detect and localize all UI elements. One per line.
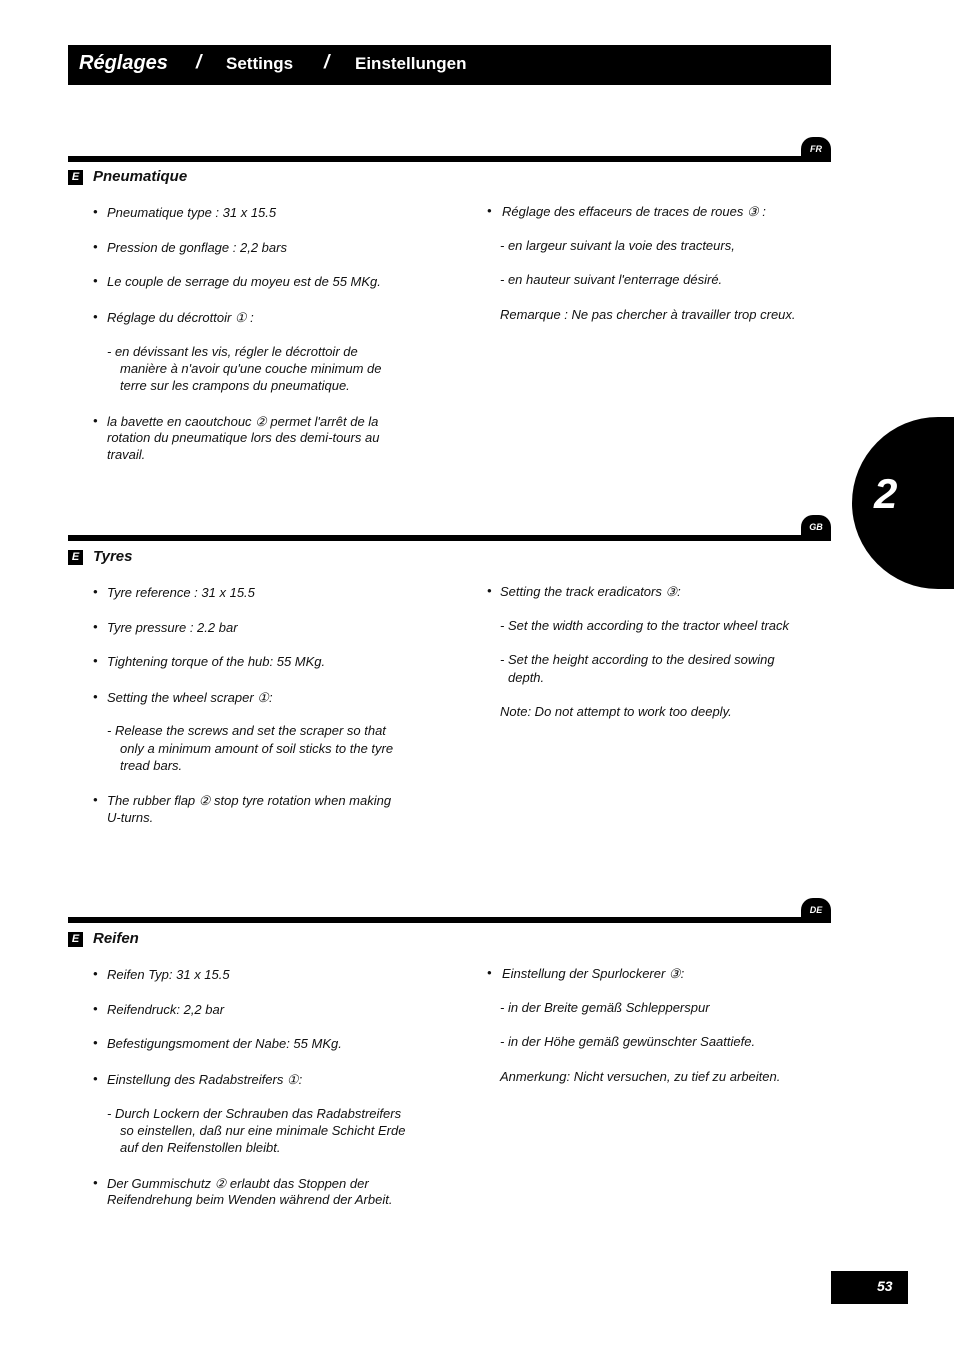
- list-item: Einstellung des Radabstreifers ①:: [107, 1072, 303, 1087]
- remark: Note: Do not attempt to work too deeply.: [500, 704, 732, 719]
- list-item-line: U-turns.: [107, 810, 154, 825]
- list-item: The rubber flap ② stop tyre rotation when making: [107, 793, 392, 808]
- bullet: •: [93, 1071, 98, 1086]
- list-item: Setting the track eradicators ③:: [500, 584, 681, 599]
- section-title-gb: Tyres: [93, 548, 133, 565]
- chapter-number: 2: [874, 470, 898, 517]
- list-item-line: travail.: [107, 447, 146, 462]
- sub-item: - Release the screws and set the scraper so that: [107, 723, 386, 738]
- list-item: Réglage des effaceurs de traces de roues ③ :: [502, 204, 766, 219]
- lang-badge-fr: FR: [801, 137, 831, 161]
- header-separator: /: [196, 52, 202, 73]
- header-title-einstellungen: Einstellungen: [355, 54, 467, 73]
- list-item: Le couple de serrage du moyeu est de 55 MKg.: [107, 274, 381, 289]
- header-title-reglages: Réglages: [79, 52, 168, 74]
- sub-item-line: terre sur les crampons du pneumatique.: [120, 378, 350, 393]
- bullet: •: [93, 653, 98, 668]
- bullet: •: [93, 792, 98, 807]
- list-item: Réglage du décrottoir ① :: [107, 310, 254, 325]
- remark: Anmerkung: Nicht versuchen, zu tief zu arbeiten.: [500, 1069, 781, 1084]
- section-rule: [68, 535, 831, 541]
- bullet: •: [93, 1175, 98, 1190]
- bullet: •: [93, 584, 98, 599]
- sub-item-line: manière à n'avoir qu'une couche minimum de: [120, 361, 382, 376]
- bullet: •: [93, 689, 98, 704]
- sub-item-line: depth.: [508, 670, 545, 685]
- section-marker: E: [68, 170, 83, 185]
- bullet: •: [93, 204, 98, 219]
- bullet: •: [93, 239, 98, 254]
- section-rule: [68, 156, 831, 162]
- sub-item: - en largeur suivant la voie des tracteurs,: [500, 238, 735, 253]
- section-marker: E: [68, 932, 83, 947]
- list-item: Reifendruck: 2,2 bar: [107, 1002, 225, 1017]
- sub-item: - en dévissant les vis, régler le décrottoir de: [107, 344, 358, 359]
- bullet: •: [93, 273, 98, 288]
- bullet: •: [93, 619, 98, 634]
- sub-item: - in der Höhe gemäß gewünschter Saattiefe.: [500, 1034, 756, 1049]
- header-title-settings: Settings: [226, 54, 294, 73]
- list-item-line: rotation du pneumatique lors des demi-tours au: [107, 430, 380, 445]
- list-item: Reifen Typ: 31 x 15.5: [107, 967, 230, 982]
- bullet: •: [487, 583, 492, 598]
- list-item-line: Reifendrehung beim Wenden während der Arbeit.: [107, 1192, 393, 1207]
- page-number-box: [831, 1271, 908, 1304]
- sub-item: - Set the height according to the desired sowing: [500, 652, 775, 667]
- list-item: Tyre pressure : 2.2 bar: [107, 620, 238, 635]
- list-item: Pression de gonflage : 2,2 bars: [107, 240, 287, 255]
- list-item: Einstellung der Spurlockerer ③:: [502, 966, 685, 981]
- bullet: •: [93, 309, 98, 324]
- sub-item-line: auf den Reifenstollen bleibt.: [120, 1140, 281, 1155]
- list-item: la bavette en caoutchouc ② permet l'arrêt de la: [107, 414, 379, 429]
- bullet: •: [93, 1001, 98, 1016]
- page-number: 53: [877, 1278, 893, 1294]
- sub-item: - Set the width according to the tractor wheel track: [500, 618, 790, 633]
- bullet: •: [93, 966, 98, 981]
- bullet: •: [487, 203, 492, 218]
- chapter-tab: [852, 417, 954, 589]
- section-title-de: Reifen: [93, 930, 139, 947]
- bullet: •: [93, 413, 98, 428]
- section-marker: E: [68, 550, 83, 565]
- header-separator: /: [324, 52, 330, 73]
- lang-badge-de: DE: [801, 898, 831, 922]
- lang-badge-gb: GB: [801, 515, 831, 539]
- list-item: Tyre reference : 31 x 15.5: [107, 585, 255, 600]
- sub-item-line: only a minimum amount of soil sticks to the tyre: [120, 741, 394, 756]
- list-item: Tightening torque of the hub: 55 MKg.: [107, 654, 326, 669]
- list-item: Setting the wheel scraper ①:: [107, 690, 273, 705]
- list-item: Pneumatique type : 31 x 15.5: [107, 205, 277, 220]
- bullet: •: [487, 965, 492, 980]
- remark: Remarque : Ne pas chercher à travailler trop creux.: [500, 307, 796, 322]
- sub-item: - in der Breite gemäß Schlepperspur: [500, 1000, 710, 1015]
- bullet: •: [93, 1035, 98, 1050]
- list-item: Der Gummischutz ② erlaubt das Stoppen der: [107, 1176, 369, 1191]
- sub-item: - en hauteur suivant l'enterrage désiré.: [500, 272, 723, 287]
- list-item: Befestigungsmoment der Nabe: 55 MKg.: [107, 1036, 342, 1051]
- sub-item-line: tread bars.: [120, 758, 183, 773]
- section-title-fr: Pneumatique: [93, 168, 188, 185]
- sub-item-line: so einstellen, daß nur eine minimale Schicht Erde: [120, 1123, 406, 1138]
- sub-item: - Durch Lockern der Schrauben das Radabstreifers: [107, 1106, 402, 1121]
- section-rule: [68, 917, 831, 923]
